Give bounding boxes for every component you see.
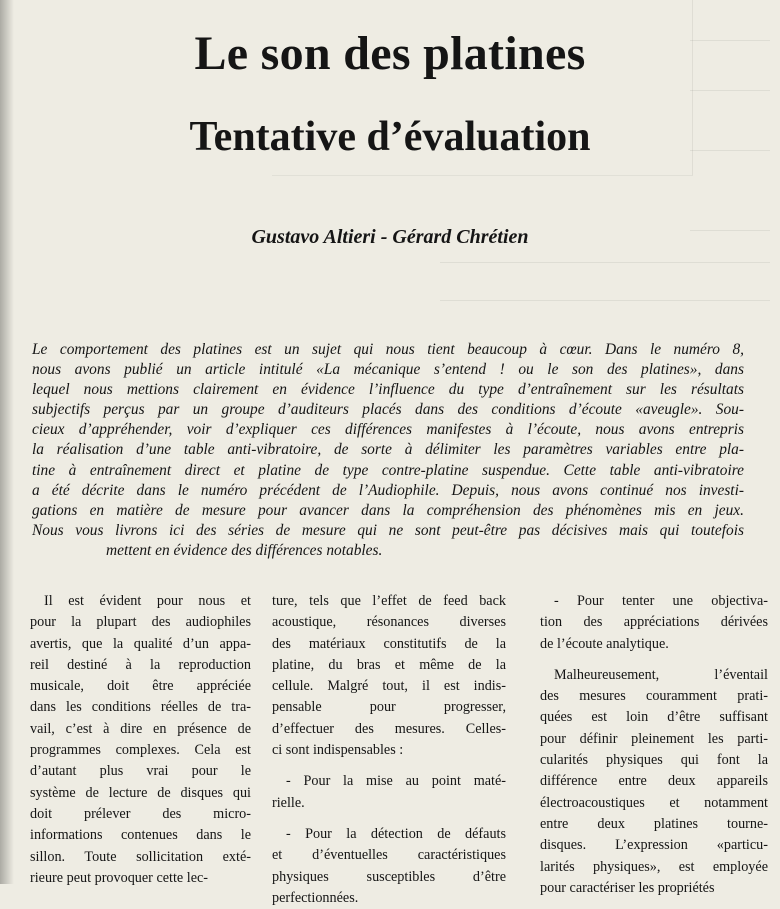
text-line: système de lecture de disques qui — [30, 784, 251, 801]
text-line: rielle. — [272, 794, 305, 811]
intro-line: cieux d’appréhender, voir d’expliquer ces différences manifestes à l’écoute, nous avons entrepris — [32, 421, 744, 439]
text-line: des matériaux constitutifs de la — [272, 635, 506, 652]
article-authors: Gustavo Altieri - Gérard Chrétien — [251, 226, 529, 248]
text-line: pour caractériser les propriétés — [540, 879, 715, 896]
text-column-1 — [30, 591, 251, 889]
column-paragraph — [272, 591, 506, 761]
intro-line: gations en matière de mesure pour avancer dans la compréhension des phénomènes mis en jeux. — [32, 501, 744, 519]
text-line: reil destiné à la reproduction — [30, 656, 251, 673]
text-line: avertis, que la qualité d’un appa- — [30, 635, 251, 652]
show-through-line — [440, 300, 770, 301]
text-line: Il est évident pour nous et — [44, 593, 251, 609]
intro-line: subjectifs perçus par un groupe d’auditeurs placés dans des conditions d’écoute «aveugle». Sou- — [32, 401, 744, 419]
text-line: quées est loin d’être suffisant — [540, 709, 768, 726]
text-line: et d’éventuelles caractéristiques — [272, 847, 506, 864]
text-line: d’effectuer des mesures. Celles- — [272, 720, 506, 737]
column-paragraph — [30, 591, 251, 889]
text-line: disques. L’expression «particu- — [540, 837, 768, 854]
text-line: entre deux platines tourne- — [540, 815, 768, 832]
text-line: pensable pour progresser, — [272, 699, 506, 716]
text-column-3 — [540, 591, 768, 899]
text-line: Malheureusement, l’éventail — [554, 666, 768, 683]
text-line: pour la plupart des audiophiles — [30, 614, 251, 631]
text-line: ci sont indispensables : — [272, 742, 404, 759]
text-line: acoustique, résonances diverses — [272, 614, 506, 631]
intro-line: a été décrite dans le numéro précédent de l’Audiophile. Depuis, nous avons continué nos investi- — [32, 481, 744, 499]
column-paragraph — [540, 591, 768, 655]
article-title: Le son des platines — [194, 27, 586, 80]
text-line: physiques susceptibles d’être — [272, 868, 506, 885]
intro-line: nous avons publié un article intitulé «La mécanique s’entend ! ou le son des platines», dans — [32, 361, 744, 379]
text-line: ture, tels que l’effet de feed back — [272, 593, 506, 609]
text-line: des mesures couramment prati- — [540, 688, 768, 705]
intro-line: lequel nous mettions clairement en évidence l’influence du type d’entraînement sur les résultats — [32, 381, 744, 399]
text-line: cularités physiques qui font la — [540, 752, 768, 769]
text-line: informations contenues dans le — [30, 827, 251, 844]
column-paragraph — [272, 771, 506, 814]
text-line: - Pour la mise au point maté- — [286, 773, 506, 790]
text-line: larités physiques», est employée — [540, 858, 768, 875]
text-line: d’autant plus vrai pour le — [30, 763, 251, 780]
show-through-line — [690, 90, 770, 91]
text-line: électroacoustiques et notamment — [540, 794, 768, 811]
text-line: vail, c’est à dire en présence de — [30, 720, 251, 737]
text-line: rieure peut provoquer cette lec- — [30, 869, 209, 886]
text-line: - Pour la détection de défauts — [286, 825, 506, 842]
text-line: cellule. Malgré tout, il est indis- — [272, 678, 506, 695]
text-line: de l’écoute analytique. — [540, 635, 669, 652]
text-line: perfectionnées. — [272, 889, 359, 906]
text-line: musicale, doit être appréciée — [30, 678, 251, 695]
intro-line: tine à entraînement direct et platine de type contre-platine suspendue. Cette table anti-vibratoire — [32, 461, 744, 479]
column-paragraph — [272, 824, 506, 909]
intro-line: Le comportement des platines est un sujet qui nous tient beaucoup à cœur. Dans le numéro 8, — [32, 341, 744, 358]
text-column-2 — [272, 591, 506, 909]
text-line: différence entre deux appareils — [540, 773, 768, 790]
show-through-line — [440, 262, 770, 263]
text-line: tion des appréciations dérivées — [540, 614, 768, 631]
text-line: - Pour tenter une objectiva- — [554, 593, 768, 609]
intro-line: la réalisation d’une table anti-vibratoire, de sorte à délimiter les paramètres variables entre pla- — [32, 441, 744, 459]
text-line: programmes complexes. Cela est — [30, 742, 251, 759]
text-line: sillon. Toute sollicitation exté- — [30, 848, 251, 865]
column-paragraph — [540, 665, 768, 899]
text-line: dans les conditions réelles de tra- — [30, 699, 251, 716]
text-line: pour définir pleinement les parti- — [540, 730, 768, 747]
article-subtitle: Tentative d’évaluation — [189, 114, 591, 160]
text-line: platine, du bras et même de la — [272, 656, 506, 673]
intro-line: mettent en évidence des différences notables. — [106, 541, 383, 559]
intro-paragraph — [32, 340, 744, 561]
text-line: doit prélever des micro- — [30, 805, 251, 822]
intro-line: Nous vous livrons ici des séries de mesure qui ne sont peut-être pas décisives mais qui toutefois — [32, 521, 744, 539]
